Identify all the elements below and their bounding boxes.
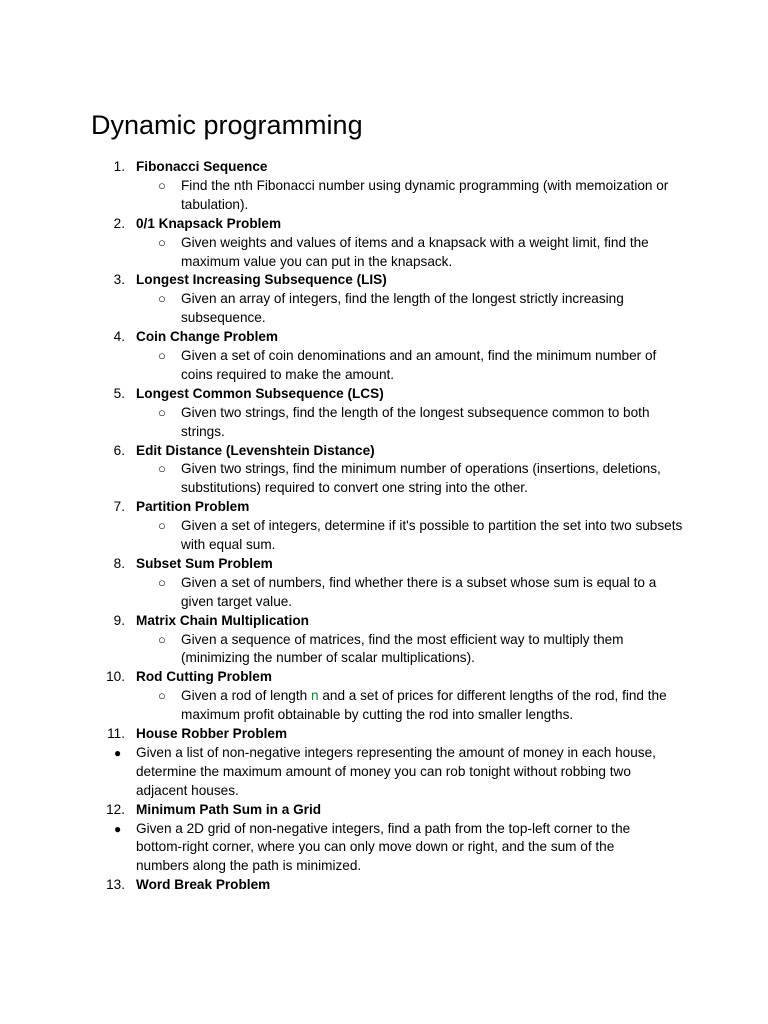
item-description <box>0 177 768 215</box>
hollow-circle-bullet-icon: ○ <box>158 688 166 704</box>
problem-list <box>0 158 768 895</box>
list-item-rod-cutting <box>0 668 768 725</box>
item-number: 13. <box>106 877 125 893</box>
list-item-matrix-chain <box>0 612 768 669</box>
description-text: Given a set of integers, determine if it's possible to partition the set into two subsets with equal sum. <box>181 518 683 553</box>
item-description <box>0 820 768 877</box>
hollow-circle-bullet-icon: ○ <box>158 404 166 420</box>
item-number: 3. <box>113 272 125 288</box>
list-item-subset-sum <box>0 555 768 612</box>
description-text: Given two strings, find the length of the longest subsequence common to both strings. <box>181 404 650 439</box>
item-title: Matrix Chain Multiplication <box>136 612 309 628</box>
item-number: 1. <box>113 159 125 174</box>
item-title: Rod Cutting Problem <box>136 669 272 685</box>
item-description <box>0 574 768 612</box>
item-title: Longest Increasing Subsequence (LIS) <box>136 272 387 288</box>
list-item-house-robber <box>0 725 768 801</box>
item-number: 10. <box>106 669 125 685</box>
description-text: Given a 2D grid of non-negative integers, find a path from the top-left corner to the bottom-right corner, where you can only move down or right, and the sum of the numbers along the path is minimized. <box>136 820 631 874</box>
filled-circle-bullet-icon: ● <box>114 745 122 760</box>
item-description <box>0 687 768 725</box>
item-description <box>0 517 768 555</box>
item-title: Subset Sum Problem <box>136 555 273 571</box>
item-number: 5. <box>113 385 125 401</box>
item-title: Longest Common Subsequence (LCS) <box>136 385 384 401</box>
item-number: 7. <box>113 499 125 515</box>
hollow-circle-bullet-icon: ○ <box>158 291 166 307</box>
item-description <box>0 744 768 801</box>
item-number: 2. <box>113 215 125 231</box>
hollow-circle-bullet-icon: ○ <box>158 461 166 477</box>
description-text: Given an array of integers, find the length of the longest strictly increasing subsequence. <box>181 291 624 326</box>
item-title: Fibonacci Sequence <box>136 159 268 174</box>
list-item-partition <box>0 498 768 555</box>
description-text: Given weights and values of items and a knapsack with a weight limit, find the maximum value you can put in the knapsack. <box>181 234 649 269</box>
list-item-min-path-sum <box>0 801 768 877</box>
document-title: Dynamic programming <box>91 110 363 140</box>
list-item-word-break <box>0 876 768 895</box>
item-title: House Robber Problem <box>136 726 288 742</box>
list-item-coin-change <box>0 328 768 385</box>
list-item-lis <box>0 271 768 328</box>
description-text-start: Given a rod of length <box>181 688 311 704</box>
item-number: 4. <box>113 329 125 345</box>
item-title: Minimum Path Sum in a Grid <box>136 801 322 817</box>
hollow-circle-bullet-icon: ○ <box>158 518 166 534</box>
description-text-end: and a set of prices for different lengths of the rod, find the maximum profit obtainable by cutting the rod into smaller lengths. <box>181 688 667 723</box>
item-description <box>0 460 768 498</box>
item-description <box>0 347 768 385</box>
filled-circle-bullet-icon: ● <box>114 821 122 836</box>
list-item-knapsack <box>0 215 768 272</box>
description-text: Given a set of numbers, find whether there is a subset whose sum is equal to a given target value. <box>181 574 657 609</box>
description-text <box>181 687 686 725</box>
item-number: 8. <box>113 555 125 571</box>
item-title: Partition Problem <box>136 499 250 515</box>
hollow-circle-bullet-icon: ○ <box>158 574 166 590</box>
list-item-fibonacci <box>0 158 768 215</box>
hollow-circle-bullet-icon: ○ <box>158 348 166 363</box>
item-title: 0/1 Knapsack Problem <box>136 215 282 231</box>
description-text: Given two strings, find the minimum number of operations (insertions, deletions, substitutions) required to convert one string into the other. <box>181 461 661 496</box>
description-text: Given a set of coin denominations and an amount, find the minimum number of coins required to make the amount. <box>181 348 657 382</box>
item-number: 6. <box>113 442 125 458</box>
item-title: Word Break Problem <box>136 877 271 893</box>
item-number: 9. <box>113 612 125 628</box>
inline-code-variable: n <box>310 688 319 704</box>
item-title: Edit Distance (Levenshtein Distance) <box>136 442 375 458</box>
item-description <box>0 234 768 272</box>
item-description <box>0 404 768 442</box>
description-text: Given a sequence of matrices, find the most efficient way to multiply them (minimizing the number of scalar multiplications). <box>181 631 624 666</box>
item-description <box>0 631 768 669</box>
item-description <box>0 290 768 328</box>
hollow-circle-bullet-icon: ○ <box>158 234 166 250</box>
item-number: 12. <box>106 801 125 817</box>
description-text: Given a list of non-negative integers representing the amount of money in each house, determine the maximum amount of money you can rob tonight without robbing two adjacent houses. <box>136 744 656 798</box>
item-title: Coin Change Problem <box>136 329 278 345</box>
list-item-edit-distance <box>0 442 768 499</box>
hollow-circle-bullet-icon: ○ <box>158 631 166 647</box>
item-number: 11. <box>107 726 125 742</box>
hollow-circle-bullet-icon: ○ <box>158 177 166 193</box>
description-text: Find the nth Fibonacci number using dynamic programming (with memoization or tabulation). <box>181 177 669 212</box>
list-item-lcs <box>0 385 768 442</box>
